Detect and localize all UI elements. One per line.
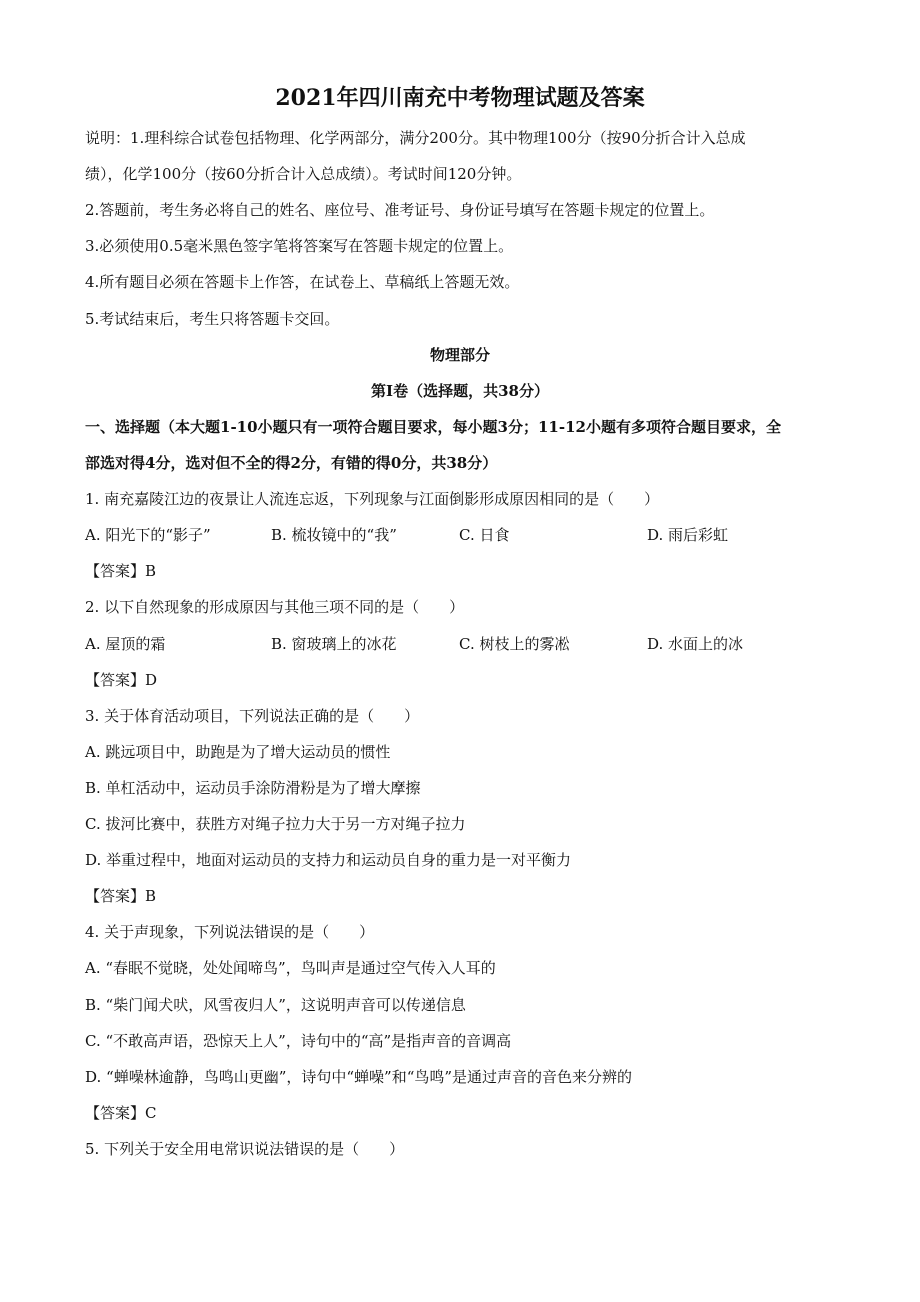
question-1-option-d: D. 雨后彩虹	[647, 526, 729, 544]
page-title: 2021年四川南充中考物理试题及答案	[275, 85, 645, 111]
question-5-stem: 5. 下列关于安全用电常识说法错误的是（ ）	[85, 1140, 405, 1158]
question-2-option-d: D. 水面上的冰	[647, 635, 744, 653]
instruction-line-2: 绩），化学100分（按60分折合计入总成绩）。考试时间120分钟。	[85, 165, 522, 183]
part1-heading-line-2: 部选对得4分，选对但不全的得2分，有错的得0分，共38分）	[85, 454, 498, 472]
question-2-stem: 2. 以下自然现象的形成原因与其他三项不同的是（ ）	[85, 598, 465, 616]
question-4-option-a: A. “春眠不觉晓，处处闻啼鸟”，鸟叫声是通过空气传入人耳的	[85, 959, 496, 977]
section-title: 物理部分	[429, 346, 490, 364]
question-4-option-d: D. “蝉噪林逾静，鸟鸣山更幽”，诗句中“蝉噪”和“鸟鸣”是通过声音的音色来分辨的	[85, 1068, 633, 1086]
question-3-option-b: B. 单杠活动中，运动员手涂防滑粉是为了增大摩擦	[85, 779, 421, 797]
question-2-answer: 【答案】D	[85, 671, 158, 689]
question-2-option-c: C. 树枝上的雾凇	[459, 635, 570, 653]
volume-title: 第Ⅰ卷（选择题，共38分）	[371, 382, 549, 400]
question-3-option-d: D. 举重过程中，地面对运动员的支持力和运动员自身的重力是一对平衡力	[85, 851, 572, 869]
question-1-option-a: A. 阳光下的“影子”	[85, 526, 211, 544]
question-1-stem: 1. 南充嘉陵江边的夜景让人流连忘返，下列现象与江面倒影形成原因相同的是（ ）	[85, 490, 660, 508]
part1-heading-line-1: 一、选择题（本大题1-10小题只有一项符合题目要求，每小题3分；11-12小题有多项符合题目要求，全	[85, 418, 781, 436]
question-3-answer: 【答案】B	[85, 887, 157, 905]
instruction-line-3: 2.答题前，考生务必将自己的姓名、座位号、准考证号、身份证号填写在答题卡规定的位置上。	[85, 201, 715, 219]
question-2-option-a: A. 屋顶的霜	[85, 635, 166, 653]
question-3-option-c: C. 拔河比赛中，获胜方对绳子拉力大于另一方对绳子拉力	[85, 815, 466, 833]
instruction-line-1: 说明：1.理科综合试卷包括物理、化学两部分，满分200分。其中物理100分（按90分折合计入总成	[85, 129, 746, 147]
instruction-line-5: 4.所有题目必须在答题卡上作答，在试卷上、草稿纸上答题无效。	[85, 273, 520, 291]
question-4-option-c: C. “不敢高声语，恐惊天上人”，诗句中的“高”是指声音的音调高	[85, 1032, 512, 1050]
instruction-line-6: 5.考试结束后，考生只将答题卡交回。	[85, 310, 340, 328]
question-3-option-a: A. 跳远项目中，助跑是为了增大运动员的惯性	[85, 743, 391, 761]
question-4-answer: 【答案】C	[85, 1104, 157, 1122]
question-4-stem: 4. 关于声现象，下列说法错误的是（ ）	[85, 923, 375, 941]
question-4-option-b: B. “柴门闻犬吠，风雪夜归人”，这说明声音可以传递信息	[85, 996, 466, 1014]
question-1-answer: 【答案】B	[85, 562, 157, 580]
question-3-stem: 3. 关于体育活动项目，下列说法正确的是（ ）	[85, 707, 420, 725]
question-2-option-b: B. 窗玻璃上的冰花	[271, 635, 397, 653]
question-1-option-b: B. 梳妆镜中的“我”	[271, 526, 397, 544]
question-1-option-c: C. 日食	[459, 526, 510, 544]
instruction-line-4: 3.必须使用0.5毫米黑色签字笔将答案写在答题卡规定的位置上。	[85, 237, 514, 255]
